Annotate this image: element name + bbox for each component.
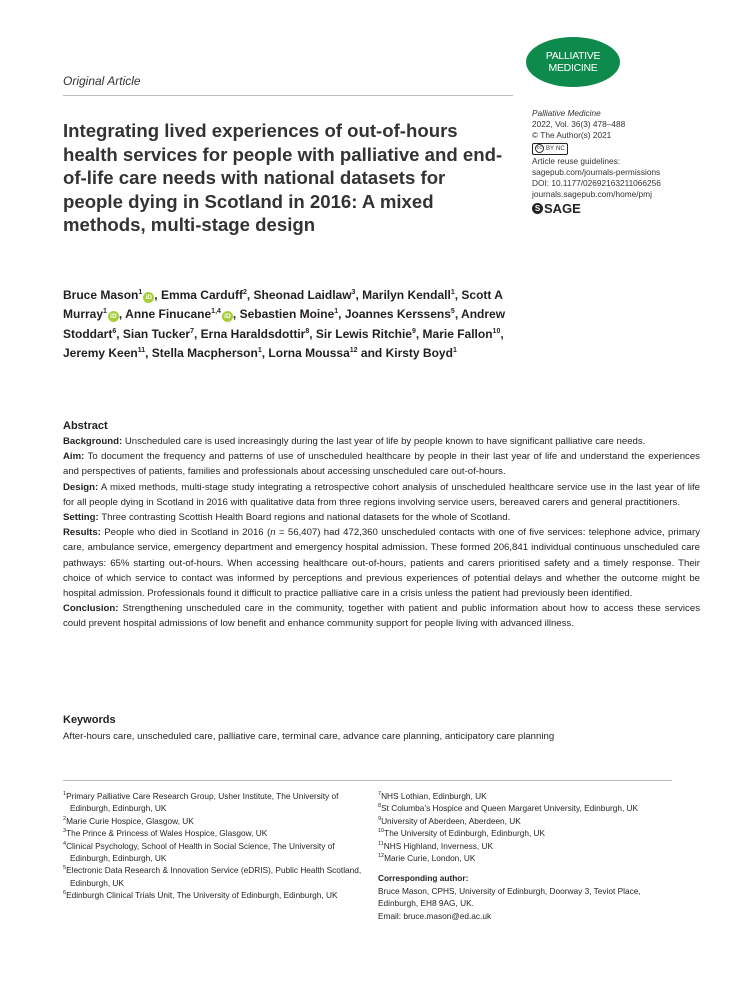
author-name: Stella Macpherson: [151, 346, 258, 361]
affiliation-item: [63, 790, 363, 815]
author-affiliation-marker: 1: [450, 289, 455, 296]
cc-icon: cc: [537, 145, 542, 151]
author-affiliation-marker: 1: [257, 347, 262, 355]
journal-copyright: © The Author(s) 2021: [532, 130, 612, 140]
conclusion-label: Conclusion:: [63, 603, 119, 615]
affiliation-item: [378, 815, 678, 827]
corresponding-author: [378, 872, 678, 922]
orcid-icon[interactable]: iD: [143, 292, 154, 303]
article-type: Original Article: [63, 74, 141, 88]
author-name: Sebastien Moine: [239, 307, 335, 322]
affiliation-item: [63, 827, 363, 839]
affiliation-number: 11: [378, 840, 384, 847]
author-name: Emma Carduff: [160, 288, 243, 302]
author-affiliation-marker: 7: [190, 327, 194, 335]
abstract-results: [63, 525, 700, 601]
affiliations-right: [378, 790, 678, 922]
author-name: Sheonad Laidlaw: [253, 288, 352, 302]
sage-icon: S: [532, 203, 543, 214]
design-text: A mixed methods, multi-stage study integrating a retrospective cohort analysis of unscheduled healthcare service use in the last year of life for all people dying in Scotland in 2016 with qualitative data from three regions involving service users, bereaved carers and general practitioners.: [63, 481, 700, 508]
abstract: [63, 419, 700, 632]
affiliation-text: Electronic Data Research & Innovation Service (eDRIS), Public Health Scotland, Edinburgh, UK: [66, 865, 362, 888]
abstract-heading: Abstract: [63, 420, 108, 432]
affiliation-text: Edinburgh Clinical Trials Unit, The University of Edinburgh, Edinburgh, UK: [66, 890, 338, 901]
affiliation-number: 4: [63, 840, 67, 847]
keywords-section: [63, 713, 700, 742]
setting-text: Three contrasting Scottish Health Board regions and national datasets for the whole of Scotland.: [101, 512, 511, 524]
author-name: Jeremy Keen: [63, 346, 138, 361]
affiliation-item: [63, 840, 363, 865]
author-name: Joannes Kerssens: [344, 307, 451, 322]
reuse-guidelines-link[interactable]: sagepub.com/journals-permissions: [532, 166, 661, 177]
publisher-name: SAGE: [544, 200, 581, 216]
journal-volume: 2022, Vol. 36(3) 478–488: [532, 119, 626, 129]
corresponding-address: Bruce Mason, CPHS, University of Edinburgh, Doorway 3, Teviot Place, Edinburgh, EH8 9AG, UK.: [378, 885, 641, 909]
abstract-aim: [63, 449, 700, 479]
journal-info: [532, 108, 661, 214]
aim-text: To document the frequency and patterns of use of unscheduled healthcare by people in their last year of life and understand the experiences and perspectives of patients, families and professionals about accessing unscheduled care out-of-hours.: [63, 451, 700, 478]
setting-label: Setting:: [63, 512, 99, 524]
affiliation-text: St Columba’s Hospice and Queen Margaret University, Edinburgh, UK: [381, 803, 639, 814]
footer-divider: [63, 780, 672, 781]
background-label: Background:: [63, 436, 123, 447]
affiliation-text: Primary Palliative Care Research Group, Usher Institute, The University of Edinburgh, Edinburgh, UK: [66, 791, 339, 814]
affiliation-number: 12: [378, 853, 385, 860]
cc-nc-label: NC: [556, 145, 565, 152]
author-name: Anne Finucane: [125, 307, 212, 322]
affiliation-item: [63, 815, 363, 827]
author-list: Bruce Mason$^1$iD , Emma Carduff$^2$, Sheonad Laidlaw$^3$, Marilyn Kendall$^1$, Scott A Murray$^1$iD , Anne Finucane$^{1,4}$iD , Sebastien Moine$^1$, Joannes Kerssens$^5$, Andrew Stoddart$^6$, Sian Tucker$^7$, Erna Haraldsdottir$^8$, Sir Lewis Ritchie$^9$, Marie Fallon$^{10}$, Jeremy Keen$^{11}$, Stella Macpherson$^1$, Lorna Moussa$^{12}$ and Kirsty Boyd$^1$: [63, 288, 506, 361]
affiliation-number: 2: [63, 816, 67, 823]
cc-license-badge[interactable]: [532, 143, 568, 155]
affiliation-item: [378, 840, 678, 852]
results-label: Results:: [63, 527, 101, 539]
author-affiliation-marker: 5: [450, 308, 455, 316]
affiliations-right-list: [378, 790, 678, 864]
header-divider: [63, 95, 513, 96]
affiliation-number: 9: [378, 816, 382, 823]
affiliation-number: 10: [378, 828, 385, 835]
keywords-text: After-hours care, unscheduled care, palliative care, terminal care, advance care planning, anticipatory care planning: [63, 731, 555, 742]
affiliation-item: [378, 790, 678, 802]
publisher-logo: [532, 200, 661, 216]
affiliation-number: 8: [378, 803, 382, 810]
affiliation-text: University of Aberdeen, Aberdeen, UK: [381, 815, 521, 826]
author-affiliation-marker: 11: [137, 347, 146, 355]
author-name: Scott A Murray: [63, 288, 503, 322]
orcid-icon[interactable]: iD: [222, 311, 233, 322]
author-name: Kirsty Boyd: [385, 346, 453, 361]
author-affiliation-marker: 1: [138, 289, 143, 296]
author-name: Marie Fallon: [422, 326, 493, 341]
author-name: Bruce Mason: [63, 288, 139, 302]
affiliation-number: 3: [63, 828, 67, 835]
author-name: Erna Haraldsdottir: [200, 326, 306, 341]
reuse-guidelines-label: Article reuse guidelines:: [532, 155, 621, 166]
results-n: n: [270, 527, 276, 539]
author-affiliation-marker: 1: [334, 308, 339, 316]
author-affiliation-marker: 12: [349, 347, 358, 355]
results-text: = 56,407) had 472,360 unscheduled contacts with one of five services: telephone advice, primary care, ambulance service, emergency department and emergency hospital admission. These formed 206,841 individual continuous unscheduled care pathways: 65% starting out-of-hours. When accessing healthcare out-of-hours, patients and carers prioritised safety and a timely response. Their choice of which service to contact was informed by perceptions and previous experiences of potential delays and whether the outcome might be hospital admission. Professionals found it difficult to practice palliative care in a crisis unless the patient had previously been identified.: [63, 527, 701, 600]
logo-line-2: MEDICINE: [548, 62, 598, 74]
author-affiliation-marker: 9: [411, 327, 416, 335]
author-name: Sir Lewis Ritchie: [315, 326, 412, 341]
journal-logo: [526, 37, 620, 87]
author-name: Lorna Moussa: [268, 346, 350, 361]
aim-label: Aim:: [63, 451, 85, 463]
affiliations-left: [63, 790, 363, 902]
affiliation-item: [63, 864, 363, 889]
author-affiliation-marker: 10: [492, 327, 501, 335]
affiliation-item: [63, 889, 363, 901]
affiliation-text: Clinical Psychology, School of Health in Social Science, The University of Edinburgh, Edinburgh, UK: [66, 840, 335, 864]
abstract-conclusion: [63, 601, 700, 631]
abstract-background: [63, 434, 700, 449]
author-affiliation-marker: 6: [112, 327, 117, 335]
affiliation-number: 6: [63, 890, 67, 897]
author-affiliation-marker: 8: [305, 327, 310, 335]
author-affiliation-marker: 1,4: [211, 308, 221, 316]
conclusion-text: Strengthening unscheduled care in the community, together with patient and public information about how to access these services could prevent hospital admissions of low benefit and enhance community support for people living with advanced illness.: [63, 603, 700, 630]
logo-line-1: PALLIATIVE: [545, 50, 601, 62]
background-text: Unscheduled care is used increasingly during the last year of life by people known to have significant palliative care needs.: [124, 436, 646, 447]
corresponding-email[interactable]: Email: bruce.mason@ed.ac.uk: [378, 910, 492, 921]
affiliation-item: [378, 827, 678, 839]
corresponding-heading: Corresponding author:: [378, 873, 469, 884]
orcid-icon[interactable]: iD: [108, 311, 119, 322]
journal-home-link[interactable]: journals.sagepub.com/home/pmj: [532, 188, 652, 199]
affiliation-text: NHS Lothian, Edinburgh, UK: [381, 791, 487, 801]
article-title: Integrating lived experiences of out-of-hours health services for people with palliative and end-of-life care needs with national datasets for people dying in Scotland in 2016: A mixed methods, multi-stage design: [63, 120, 503, 236]
abstract-setting: [63, 510, 700, 525]
author-name: Sian Tucker: [122, 326, 191, 341]
affiliation-text: The University of Edinburgh, Edinburgh, UK: [384, 828, 546, 839]
author-affiliation-marker: 3: [351, 289, 356, 296]
author-name: Marilyn Kendall: [362, 288, 451, 302]
results-text-pre: People who died in Scotland in 2016 (: [104, 527, 271, 539]
affiliation-text: Marie Curie, London, UK: [384, 853, 476, 864]
author-name: Andrew Stoddart: [63, 307, 506, 341]
author-affiliation-marker: 1: [452, 347, 457, 355]
keywords-heading: Keywords: [63, 714, 116, 726]
affiliation-number: 7: [378, 791, 382, 798]
affiliation-number: 5: [63, 865, 67, 872]
doi[interactable]: DOI: 10.1177/02692163211066256: [532, 177, 661, 188]
abstract-design: [63, 480, 700, 510]
journal-name: Palliative Medicine: [532, 108, 601, 118]
affiliation-item: [378, 852, 678, 864]
affiliation-text: Marie Curie Hospice, Glasgow, UK: [66, 815, 194, 826]
author-affiliation-marker: 1: [103, 308, 107, 316]
affiliation-text: The Prince & Princess of Wales Hospice, Glasgow, UK: [66, 828, 268, 839]
design-label: Design:: [63, 481, 99, 493]
affiliation-number: 1: [63, 791, 67, 798]
affiliation-item: [378, 802, 678, 814]
author-affiliation-marker: 2: [242, 289, 247, 296]
affiliation-text: NHS Highland, Inverness, UK: [383, 840, 494, 851]
cc-by-label: BY: [546, 145, 555, 152]
